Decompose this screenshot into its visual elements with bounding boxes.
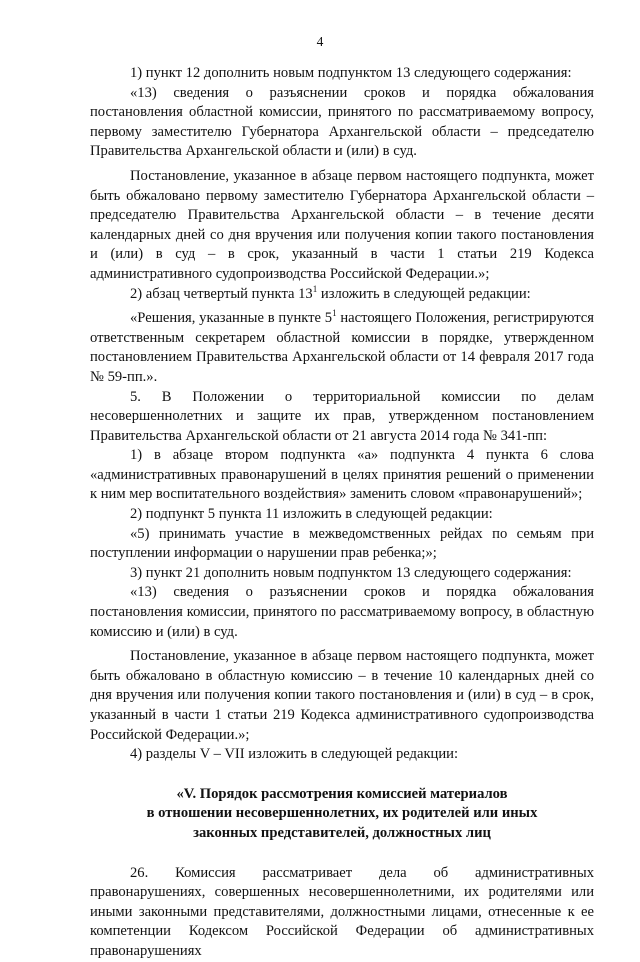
paragraph bbox=[90, 309, 594, 387]
paragraph: Постановление, указанное в абзаце первом настоящего подпункта, может быть обжаловано первому заместителю Губернатора Архангельской области – председателю Правительства Архангельской области – в течение десяти календарных дней со дня вручения или получения копии такого постановления и (или) в суд – в срок, указанный в части 1 статьи 219 Кодекса административного судопроизводства Российской Федерации.»; bbox=[90, 167, 594, 282]
paragraph-text: «Решения, указанные в пункте 5 bbox=[130, 310, 333, 327]
paragraph: 2) подпункт 5 пункта 11 изложить в следующей редакции: bbox=[130, 506, 493, 523]
paragraph bbox=[90, 285, 594, 305]
section-heading-line: законных представителей, должностных лиц bbox=[193, 824, 491, 841]
paragraph-text: 2) абзац четвертый пункта 13 bbox=[130, 285, 313, 302]
paragraph: «5) принимать участие в межведомственных рейдах по семьям при поступлении информации о нарушении прав ребенка;»; bbox=[90, 525, 594, 562]
section-heading-line: в отношении несовершеннолетних, их родителей или иных bbox=[146, 805, 538, 822]
page-number: 4 bbox=[316, 34, 324, 49]
paragraph-text: изложить в следующей редакции: bbox=[317, 285, 531, 302]
paragraph: «13) сведения о разъяснении сроков и порядка обжалования постановления комиссии, принятого по рассматриваемому вопросу, в областную комиссию и (или) в суд. bbox=[90, 584, 594, 640]
paragraph: 1) пункт 12 дополнить новым подпунктом 13 следующего содержания: bbox=[130, 65, 572, 81]
superscript: 1 bbox=[312, 283, 318, 294]
paragraph: 1) в абзаце втором подпункта «а» подпункта 4 пункта 6 слова «административных правонарушений в целях принятия решений о применении к ним мер воспитательного воздействия» заменить словом «правонарушений»; bbox=[90, 447, 594, 503]
paragraph: 3) пункт 21 дополнить новым подпунктом 13 следующего содержания: bbox=[130, 564, 572, 581]
paragraph: 4) разделы V – VII изложить в следующей редакции: bbox=[130, 746, 459, 763]
section-heading-line: «V. Порядок рассмотрения комиссией материалов bbox=[176, 785, 508, 802]
superscript: 1 bbox=[332, 308, 337, 319]
section-heading bbox=[90, 785, 594, 844]
paragraph: 5. В Положении о территориальной комиссии по делам несовершеннолетних и защите их прав, утвержденном постановлением Правительства Архангельской области от 21 августа 2014 года № 341-пп: bbox=[90, 388, 594, 444]
paragraph: Постановление, указанное в абзаце первом настоящего подпункта, может быть обжаловано в областную комиссию – в течение 10 календарных дней со дня вручения или получения копии такого постановления и (или) в суд – в срок, указанный в части 1 статьи 219 Кодекса административного судопроизводства Российской Федерации.»; bbox=[90, 648, 594, 743]
paragraph: 26. Комиссия рассматривает дела об административных правонарушениях, совершенных несовершеннолетними, их родителями или иными законными представителями, должностными лицами, отнесенные к ее компетенции Кодексом Российской Федерации об административных правонарушениях bbox=[90, 864, 594, 959]
document-body bbox=[90, 64, 594, 962]
paragraph-text: настоящего Положения, регистрируются ответственным секретарем областной комиссии в порядке, утвержденном постановлением Правительства Архангельской области от 14 февраля 2017 года № 59-пп.». bbox=[90, 310, 594, 385]
paragraph: «13) сведения о разъяснении сроков и порядка обжалования постановления областной комиссии, принятого по рассматриваемому вопросу, первому заместителю Губернатора Архангельской области – председателю Правительства Архангельской области и (или) в суд. bbox=[90, 84, 594, 160]
